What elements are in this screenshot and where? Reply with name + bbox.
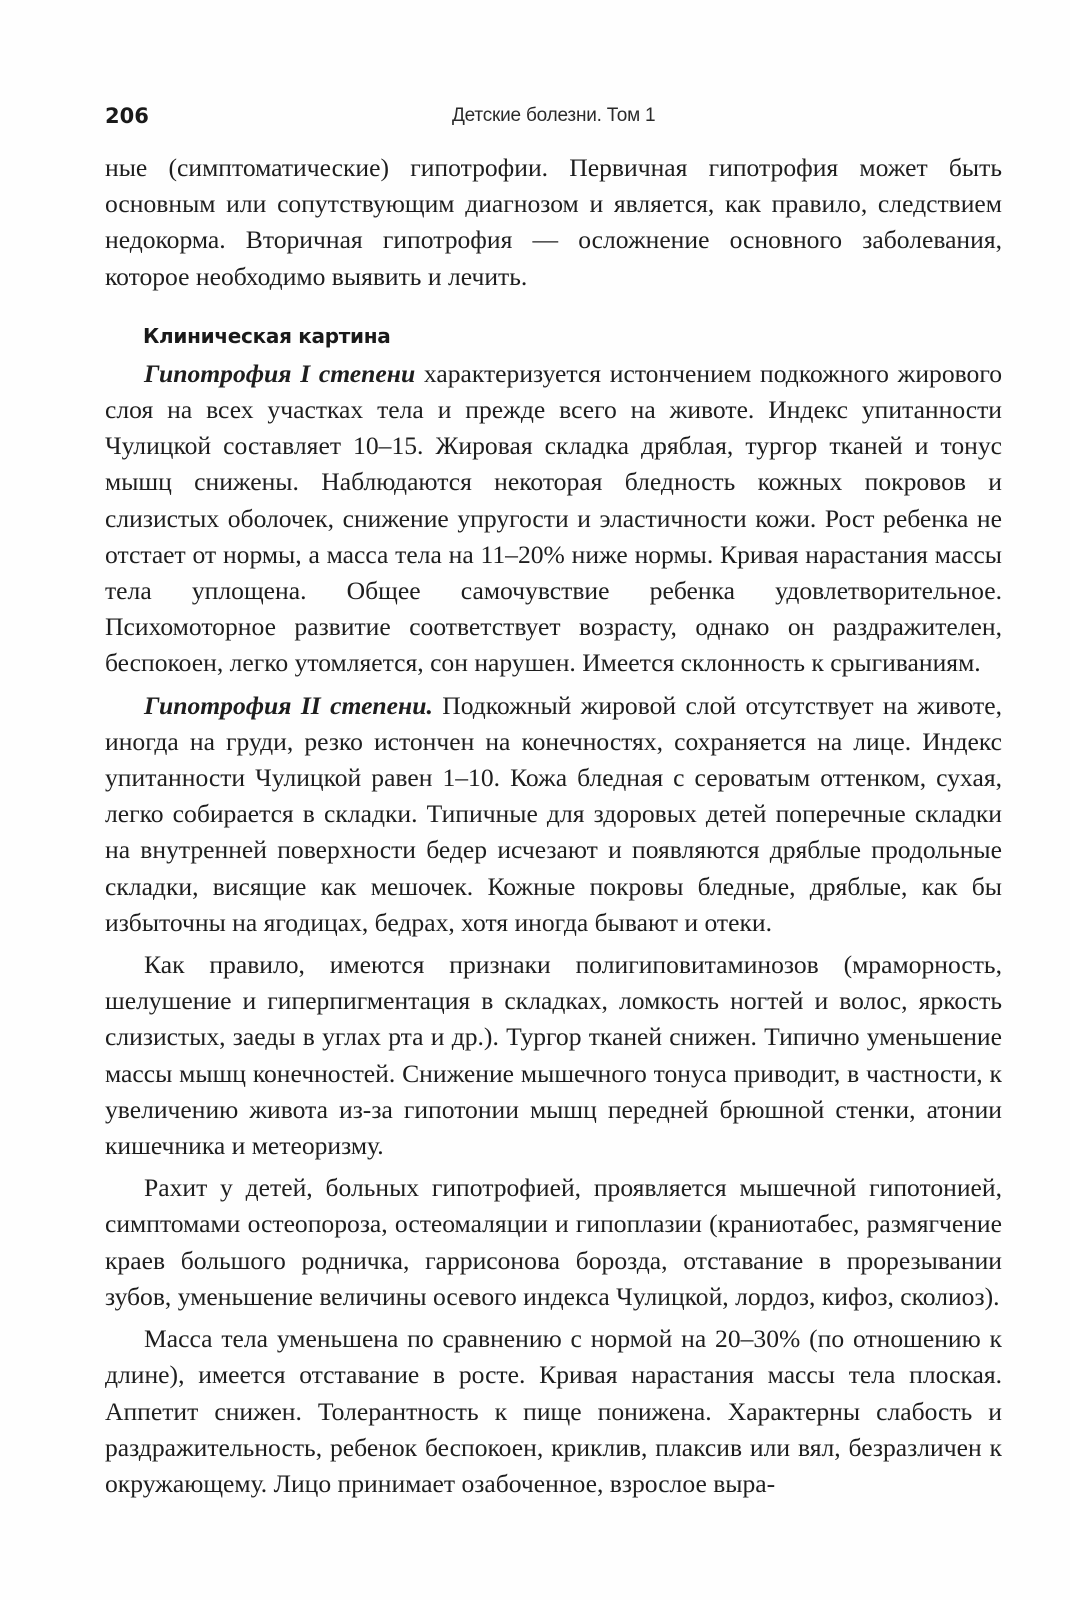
page-number: 206 xyxy=(105,104,149,128)
degree2-paragraph xyxy=(105,688,1002,941)
degree1-paragraph xyxy=(105,356,1002,682)
intro-paragraph: ные (симптоматические) гипотрофии. Первичная гипотрофия может быть основным или сопутствующим диагнозом и является, как правило, следствием недокорма. Вторичная гипотрофия — осложнение основного заболевания, которое необходимо выявить и лечить. xyxy=(105,153,1002,291)
degree1-text: характеризуется истончением подкожного жирового слоя на всех участках тела и прежде всего на животе. Индекс упитанности Чулицкой составляет 10–15. Жировая складка дряблая, тургор тканей и тонус мышц снижены. Наблюдаются некоторая бледность кожных покровов и слизистых оболочек, снижение упругости и эластичности кожи. Рост ребенка не отстает от нормы, а масса тела на 11–20% ниже нормы. Кривая нарастания массы тела уплощена. Общее самочувствие ребенка удовлетворительное. Психомоторное развитие соответствует возрасту, однако он раздражителен, беспокоен, легко утомляется, сон нарушен. Имеется склонность к срыгиваниям. xyxy=(105,358,1003,678)
rickets-paragraph: Рахит у детей, больных гипотрофией, проявляется мышечной гипотонией, симптомами остеопороза, остеомаляции и гипоплазии (краниотабес, размягчение краев большого родничка, гаррисонова борозда, отставание в прорезывании зубов, уменьшение величины осевого индекса Чулицкой, лордоз, кифоз, сколиоз). xyxy=(105,1173,1002,1311)
page-header xyxy=(105,100,1000,132)
degree1-term: Гипотрофия I степени xyxy=(144,358,416,388)
vitamin-deficiency-paragraph: Как правило, имеются признаки полигиповитаминозов (мраморность, шелушение и гиперпигментация в складках, ломкость ногтей и волос, яркость слизистых, заеды в углах рта и др.). Тургор тканей снижен. Типично уменьшение массы мышц конечностей. Снижение мышечного тонуса приводит, в частности, к увеличению живота из-за гипотонии мышц передней брюшной стенки, атонии кишечника и метеоризму. xyxy=(105,950,1002,1161)
page-body xyxy=(105,150,1002,1502)
section-heading: Клиническая картина xyxy=(143,323,391,348)
degree2-term: Гипотрофия II степени. xyxy=(144,690,433,720)
body-mass-paragraph: Масса тела уменьшена по сравнению с нормой на 20–30% (по отношению к длине), имеется отставание в росте. Кривая нарастания массы тела плоская. Аппетит снижен. Толерантность к пище понижена. Характерны слабость и раздражительность, ребенок беспокоен, криклив, плаксив или вял, безразличен к окружающему. Лицо принимает озабоченное, взрослое выра- xyxy=(105,1324,1002,1498)
degree2-text: Подкожный жировой слой отсутствует на животе, иногда на груди, резко истончен на конечностях, сохраняется на лице. Индекс упитанности Чулицкой равен 1–10. Кожа бледная с сероватым оттенком, сухая, легко собирается в складки. Типичные для здоровых детей поперечные складки на внутренней поверхности бедер исчезают и появляются дряблые продольные складки, висящие как мешочек. Кожные покровы бледные, дряблые, как бы избыточны на ягодицах, бедрах, хотя иногда бывают и отеки. xyxy=(105,690,1003,937)
running-title: Детские болезни. Том 1 xyxy=(452,105,656,126)
